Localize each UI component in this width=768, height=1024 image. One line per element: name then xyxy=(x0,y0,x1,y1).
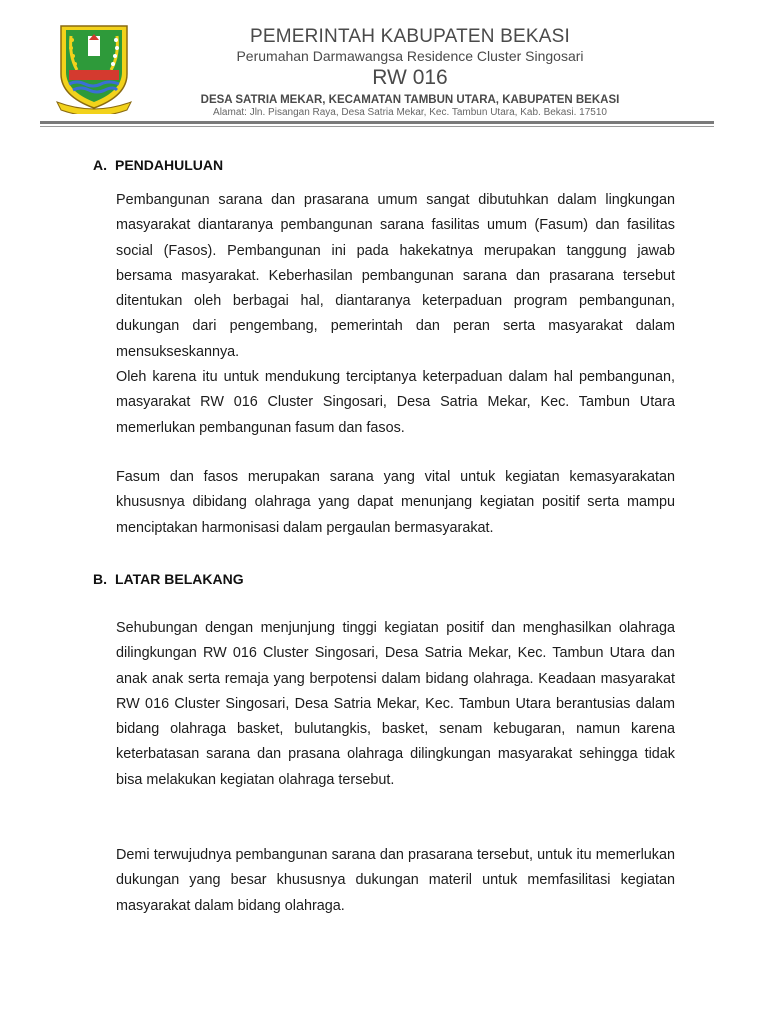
paragraph-text: Sehubungan dengan menjunjung tinggi kegiatan positif dan menghasilkan olahraga dilingkungan RW 016 Cluster Singosari, Desa Satria Mekar, Kec. Tambun Utara dan anak anak serta remaja yang berpotensi dalam bidang olahraga. Keadaan masyarakat RW 016 Cluster Singosari, Desa Satria Mekar, Kec. Tambun Utara berantusias dalam bidang olahraga basket, bulutangkis, basket, senam kebugaran, namun karena keterbatasan sarana dan prasana olahraga dilingkungan masyarakat sehingga tidak bisa melakukan kegiatan olahraga tersebut. xyxy=(116,620,675,788)
section-number: A. xyxy=(93,157,107,173)
letterhead-rule-thin xyxy=(40,126,714,127)
address-line: Alamat: Jln. Pisangan Raya, Desa Satria Mekar, Kec. Tambun Utara, Kab. Bekasi. 17510 xyxy=(213,107,607,118)
section-b-heading xyxy=(93,571,244,587)
paragraph-text: Fasum dan fasos merupakan sarana yang vital untuk kegiatan kemasyarakatan khususnya dibidang olahraga yang dapat menunjang kegiatan positif serta mampu menciptakan harmonisasi dalam pergaulan bermasyarakat. xyxy=(116,469,675,536)
paragraph-text: Pembangunan sarana dan prasarana umum sangat dibutuhkan dalam lingkungan masyarakat diantaranya pembangunan sarana fasilitas umum (Fasum) dan fasilitas social (Fasos). Pembangunan ini pada hakekatnya merupakan tanggung jawab bersama masyarakat. Keberhasilan pembangunan sarana dan prasarana tersebut ditentukan oleh berbagai hal, diantaranya keterpaduan program pembangunan, dukungan dari pengembang, pemerintah dan peran serta masyarakat dalam mensukseskannya. xyxy=(116,192,675,360)
rw-number: RW 016 xyxy=(372,66,448,89)
letterhead xyxy=(0,0,768,130)
section-a-paragraph-1 xyxy=(116,188,675,441)
section-a-heading xyxy=(93,157,223,173)
region-line: DESA SATRIA MEKAR, KECAMATAN TAMBUN UTARA, KABUPATEN BEKASI xyxy=(200,94,620,106)
paragraph-text: Demi terwujudnya pembangunan sarana dan prasarana tersebut, untuk itu memerlukan dukungan yang besar khususnya dukungan materil untuk memfasilitasi kegiatan masyarakat dalam bidang olahraga. xyxy=(116,847,675,914)
section-title: PENDAHULUAN xyxy=(115,157,224,173)
paragraph-text: Oleh karena itu untuk mendukung terciptanya keterpaduan dalam hal pembangunan, masyarakat RW 016 Cluster Singosari, Desa Satria Mekar, Kec. Tambun Utara memerlukan pembangunan fasum dan fasos. xyxy=(116,369,675,436)
kabupaten-bekasi-emblem-icon xyxy=(55,22,133,114)
government-title: PEMERINTAH KABUPATEN BEKASI xyxy=(249,26,571,47)
residence-name: Perumahan Darmawangsa Residence Cluster Singosari xyxy=(236,48,584,64)
section-number: B. xyxy=(93,571,107,587)
section-title: LATAR BELAKANG xyxy=(115,571,244,587)
section-a-paragraph-2 xyxy=(116,465,675,541)
section-b-paragraph-2 xyxy=(116,843,675,919)
section-b-paragraph-1 xyxy=(116,616,675,793)
letterhead-rule xyxy=(40,121,714,124)
